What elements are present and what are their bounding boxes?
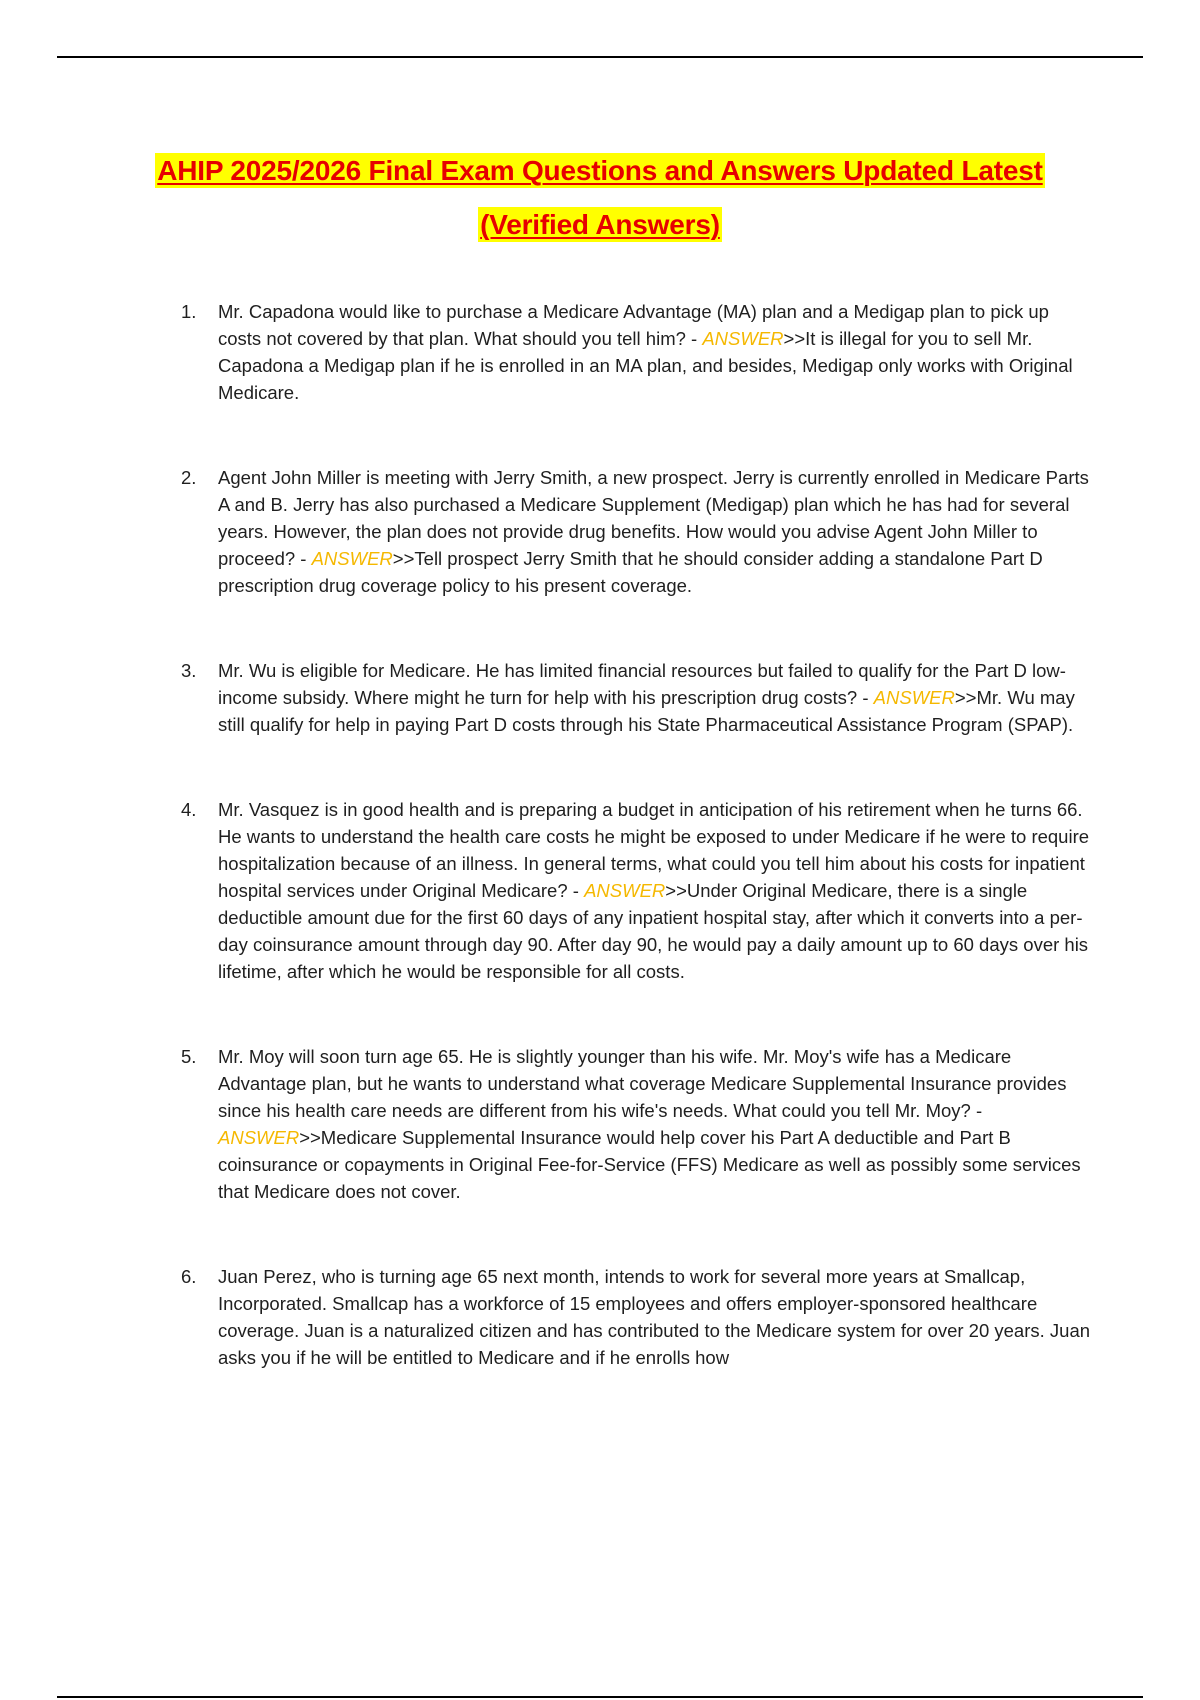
- question-text: Mr. Wu is eligible for Medicare. He has limited financial resources but failed to qualify for the Part D low-income subsidy. Where might he turn for help with his prescription drug costs? -: [218, 660, 1066, 708]
- item-number: 6.: [181, 1266, 197, 1287]
- qa-item-4: [160, 796, 1095, 985]
- answer-label: ANSWER: [218, 1127, 300, 1148]
- qa-list: [160, 298, 1095, 1429]
- item-number: 5.: [181, 1046, 197, 1067]
- answer-label: ANSWER: [873, 687, 955, 708]
- answer-text: >>Medicare Supplemental Insurance would help cover his Part A deductible and Part B coinsurance or copayments in Original Fee-for-Service (FFS) Medicare as well as possibly some services that Medicare does not cover.: [218, 1127, 1081, 1202]
- answer-label: ANSWER: [702, 328, 784, 349]
- question-text: Juan Perez, who is turning age 65 next month, intends to work for several more years at Smallcap, Incorporated. Smallcap has a workforce of 15 employees and offers employer-sponsored healthcare coverage. Juan is a naturalized citizen and has contributed to the Medicare system for over 20 years. Juan asks you if he will be entitled to Medicare and if he enrolls how: [218, 1266, 1091, 1368]
- answer-label: ANSWER: [584, 880, 666, 901]
- item-number: 3.: [181, 660, 197, 681]
- item-number: 1.: [181, 301, 197, 322]
- answer-text: >>Mr. Wu may still qualify for help in paying Part D costs through his State Pharmaceutical Assistance Program (SPAP).: [218, 687, 1075, 735]
- header-rule: [57, 56, 1143, 58]
- qa-item-5: [160, 1043, 1095, 1205]
- question-text: Agent John Miller is meeting with Jerry Smith, a new prospect. Jerry is currently enrolled in Medicare Parts A and B. Jerry has also purchased a Medicare Supplement (Medigap) plan which he has had for several years. However, the plan does not provide drug benefits. How would you advise Agent John Miller to proceed? -: [218, 467, 1089, 569]
- document-title: [100, 144, 1100, 252]
- question-text: Mr. Vasquez is in good health and is preparing a budget in anticipation of his retirement when he turns 66. He wants to understand the health care costs he might be exposed to under Medicare if he were to require hospitalization because of an illness. In general terms, what could you tell him about his costs for inpatient hospital services under Original Medicare? -: [218, 799, 1090, 901]
- qa-item-6: [160, 1263, 1095, 1371]
- item-number: 4.: [181, 799, 197, 820]
- footer-rule: [57, 1696, 1143, 1698]
- title-line-2: (Verified Answers): [480, 209, 720, 240]
- qa-item-2: [160, 464, 1095, 599]
- qa-item-1: [160, 298, 1095, 406]
- question-text: Mr. Moy will soon turn age 65. He is slightly younger than his wife. Mr. Moy's wife has a Medicare Advantage plan, but he wants to understand what coverage Medicare Supplemental Insurance provides since his health care needs are different from his wife's needs. What could you tell Mr. Moy? -: [218, 1046, 1067, 1121]
- question-text: Mr. Capadona would like to purchase a Medicare Advantage (MA) plan and a Medigap plan to pick up costs not covered by that plan. What should you tell him? -: [218, 301, 1049, 349]
- answer-text: >>Under Original Medicare, there is a single deductible amount due for the first 60 days of any inpatient hospital stay, after which it converts into a per-day coinsurance amount through day 90. After day 90, he would pay a daily amount up to 60 days over his lifetime, after which he would be responsible for all costs.: [218, 880, 1089, 982]
- answer-text: >>Tell prospect Jerry Smith that he should consider adding a standalone Part D prescription drug coverage policy to his present coverage.: [218, 548, 1043, 596]
- answer-label: ANSWER: [311, 548, 393, 569]
- qa-item-3: [160, 657, 1095, 738]
- title-line-1: AHIP 2025/2026 Final Exam Questions and Answers Updated Latest: [157, 155, 1043, 186]
- answer-text: >>It is illegal for you to sell Mr. Capadona a Medigap plan if he is enrolled in an MA plan, and besides, Medigap only works with Original Medicare.: [218, 328, 1073, 403]
- item-number: 2.: [181, 467, 197, 488]
